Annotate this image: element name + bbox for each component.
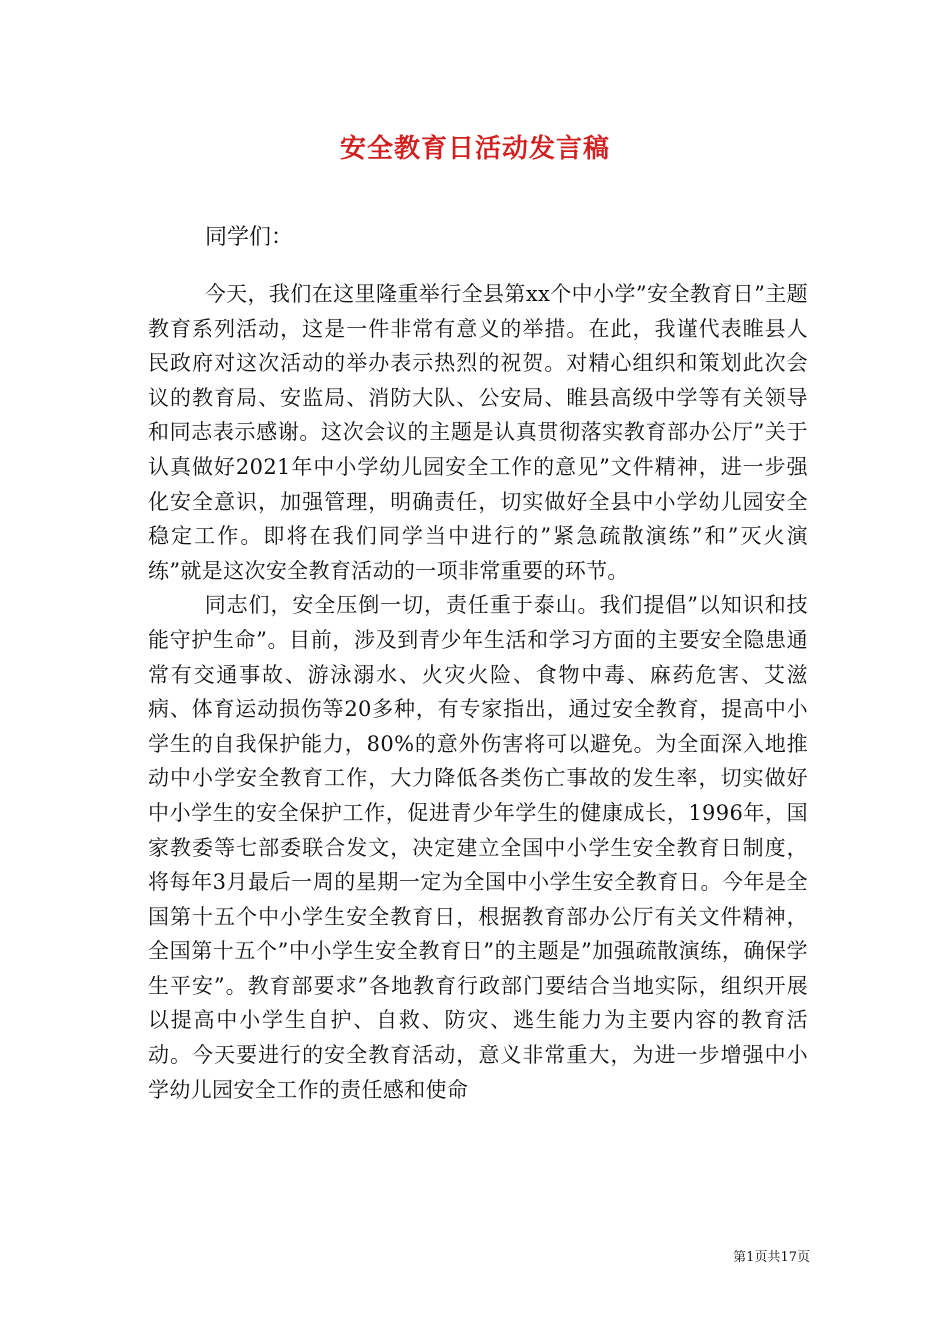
document-title: 安全教育日活动发言稿 [339,134,610,164]
greeting: 同学们： [205,225,294,250]
document-body [148,277,808,1107]
page-number: 第1页共17页 [733,1250,810,1265]
paragraph-2: 同志们，安全压倒一切，责任重于泰山。我们提倡”以知识和技能守护生命”。目前，涉及到青少年生活和学习方面的主要安全隐患通常有交通事故、游泳溺水、火灾火险、食物中毒、麻药危害、艾滋病、体育运动损伤等20多种，有专家指出，通过安全教育，提高中小学生的自我保护能力，80%的意外伤害将可以避免。为全面深入地推动中小学安全教育工作，大力降低各类伤亡事故的发生率，切实做好中小学生的安全保护工作，促进青少年学生的健康成长，1996年，国家教委等七部委联合发文，决定建立全国中小学生安全教育日制度，将每年3月最后一周的星期一定为全国中小学生安全教育日。今年是全国第十五个中小学生安全教育日，根据教育部办公厅有关文件精神，全国第十五个”中小学生安全教育日”的主题是”加强疏散演练，确保学生平安”。教育部要求”各地教育行政部门要结合当地实际，组织开展以提高中小学生自护、自救、防灾、逃生能力为主要内容的教育活动。今天要进行的安全教育活动，意义非常重大，为进一步增强中小学幼儿园安全工作的责任感和使命 [148,593,808,1102]
paragraph-1: 今天，我们在这里隆重举行全县第xx个中小学”安全教育日”主题教育系列活动，这是一件非常有意义的举措。在此，我谨代表睢县人民政府对这次活动的举办表示热烈的祝贺。对精心组织和策划此次会议的教育局、安监局、消防大队、公安局、睢县高级中学等有关领导和同志表示感谢。这次会议的主题是认真贯彻落实教育部办公厅”关于认真做好2021年中小学幼儿园安全工作的意见”文件精神，进一步强化安全意识，加强管理，明确责任，切实做好全县中小学幼儿园安全稳定工作。即将在我们同学当中进行的”紧急疏散演练”和”灭火演练”就是这次安全教育活动的一项非常重要的环节。 [148,282,808,583]
